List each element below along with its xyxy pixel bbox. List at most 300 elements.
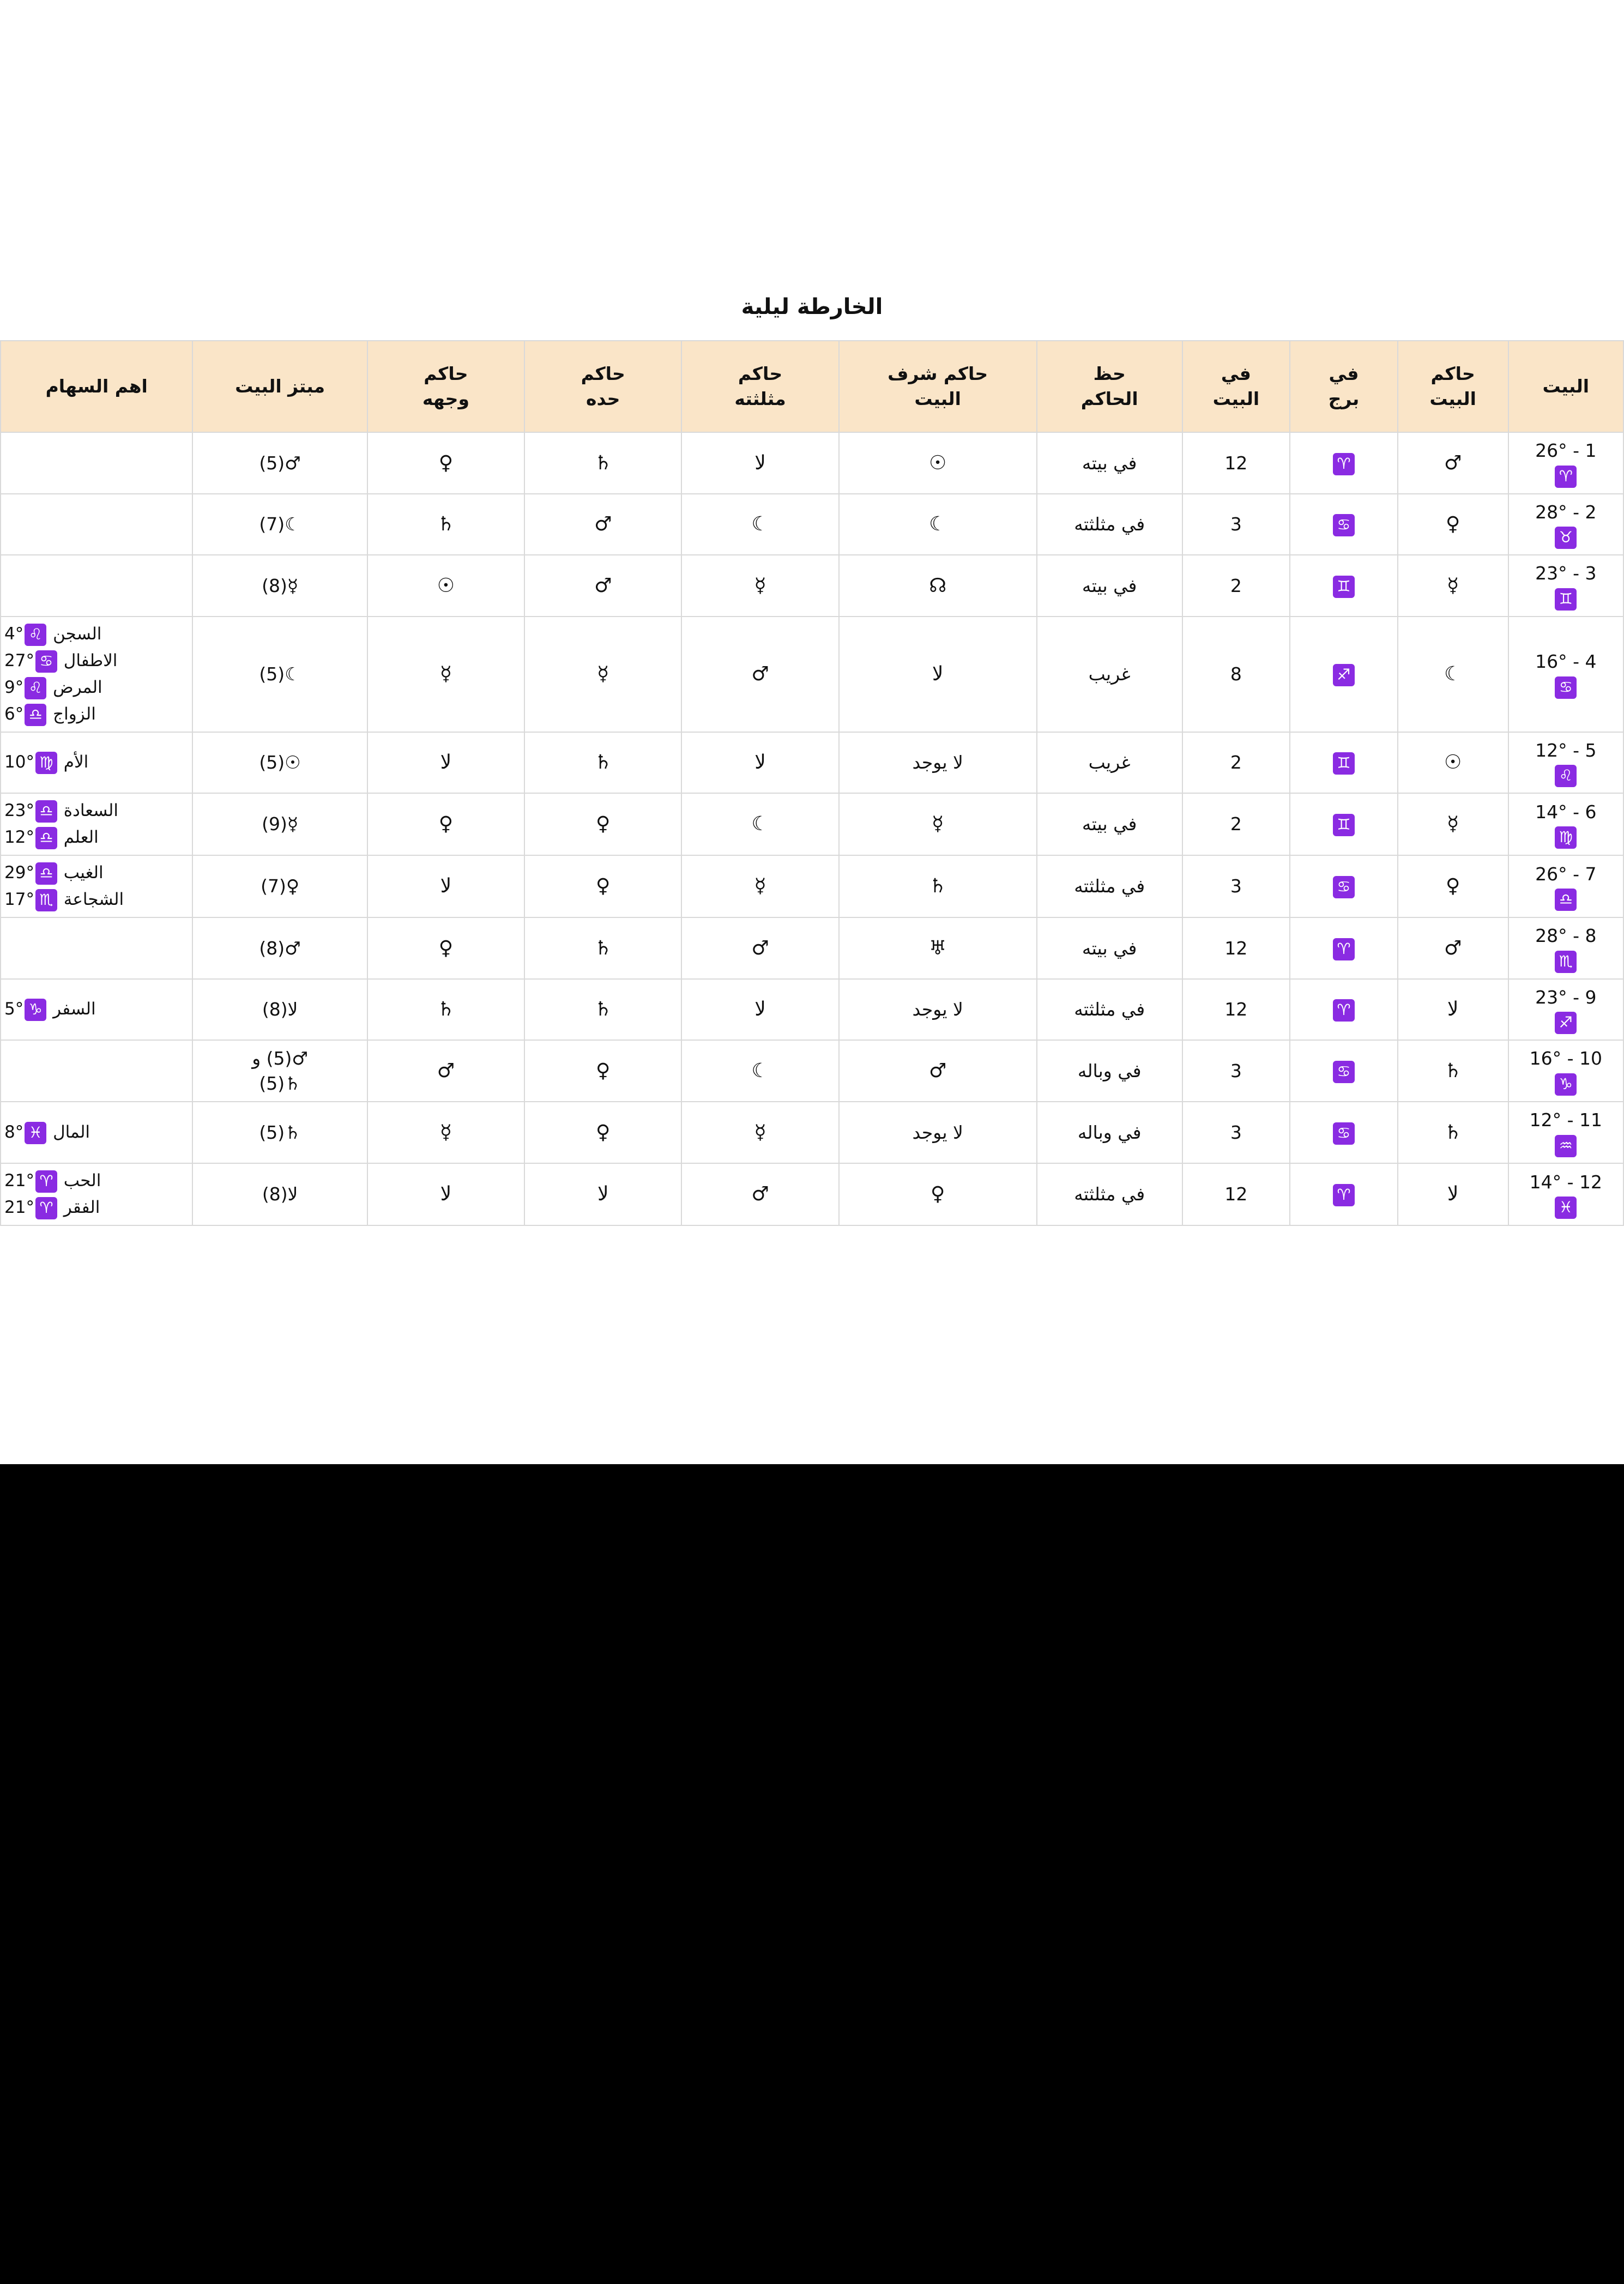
planet-glyph: ☉ (929, 451, 947, 474)
cell-hadd (524, 979, 681, 1041)
cell-hazz: في بيته (1037, 917, 1182, 979)
cell-muthallatha (681, 494, 838, 555)
cell-wajh (367, 979, 524, 1041)
siham-item (4, 676, 102, 699)
planet-glyph: لا يوجد (912, 752, 963, 774)
cell-hazz: في مثلثته (1037, 1163, 1182, 1225)
col-header-sharaf-line2: البيت (914, 388, 961, 409)
zodiac-sign-chip: ♈ (35, 1197, 57, 1219)
zodiac-sign-chip: ♑ (1555, 1073, 1577, 1096)
zodiac-sign-chip: ♓ (25, 1122, 46, 1144)
planet-glyph: ☿ (754, 574, 766, 597)
cell-hazz: في وباله (1037, 1102, 1182, 1163)
cell-fi-burj (1290, 1102, 1398, 1163)
cell-bayt (1508, 494, 1623, 555)
cell-wajh (367, 617, 524, 732)
cell-wajh (367, 432, 524, 494)
zodiac-sign-chip: ♈ (1333, 999, 1355, 1022)
planet-glyph: لا يوجد (912, 999, 963, 1020)
cell-wajh (367, 555, 524, 617)
cell-sharaf (839, 1040, 1037, 1102)
siham-list (4, 998, 189, 1021)
zodiac-sign-chip: ♍ (1555, 826, 1577, 849)
chart-table (0, 340, 1624, 1226)
siham-item (4, 826, 99, 849)
planet-glyph: ♂ (751, 662, 769, 685)
cell-mubtazz (192, 1040, 367, 1102)
mubtazz-value: ☾(5) (259, 663, 301, 685)
mubtazz-value: لا(8) (262, 1183, 298, 1205)
zodiac-sign-chip: ♍ (35, 752, 57, 774)
cell-wajh (367, 793, 524, 855)
planet-glyph: ♄ (594, 751, 612, 774)
planet-glyph: ♀ (1445, 513, 1460, 536)
cell-sharaf (839, 732, 1037, 794)
cell-mubtazz (192, 855, 367, 917)
col-header-mubtazz-label: مبتز البيت (235, 376, 325, 397)
cell-sharaf (839, 917, 1037, 979)
bayt-degree: 23° - 3 (1535, 563, 1597, 584)
col-header-hakim-bayt-line1: حاكم (1430, 363, 1475, 385)
planet-glyph: ♂ (751, 936, 769, 959)
zodiac-sign-chip: ♋ (1555, 676, 1577, 699)
planet-glyph: ♄ (594, 936, 612, 959)
table-row (1, 917, 1623, 979)
cell-siham (1, 494, 192, 555)
col-header-siham-label: اهم السهام (45, 376, 148, 397)
cell-hakim-bayt (1398, 1102, 1508, 1163)
footer-black-block (0, 1464, 1624, 2284)
col-header-fi-burj-line1: في (1329, 363, 1359, 385)
mubtazz-value: ☾(7) (259, 513, 301, 535)
cell-muthallatha (681, 1102, 838, 1163)
bayt-degree: 14° - 6 (1535, 801, 1597, 823)
cell-bayt (1508, 617, 1623, 732)
cell-fi-burj (1290, 1040, 1398, 1102)
siham-label: السفر (47, 999, 96, 1019)
zodiac-sign-chip: ♊ (1555, 588, 1577, 611)
cell-mubtazz (192, 432, 367, 494)
cell-hadd (524, 555, 681, 617)
table-row (1, 1163, 1623, 1225)
cell-bayt (1508, 432, 1623, 494)
planet-glyph: لا يوجد (912, 1121, 963, 1143)
zodiac-sign-chip: ♋ (1333, 876, 1355, 898)
siham-label: المال (47, 1122, 90, 1143)
mubtazz-value: لا(8) (262, 999, 298, 1020)
cell-hadd (524, 432, 681, 494)
planet-glyph: ☿ (1447, 574, 1459, 597)
cell-siham (1, 432, 192, 494)
col-header-hakim-bayt (1398, 341, 1508, 432)
planet-glyph: ☿ (439, 1121, 452, 1144)
cell-fi-bayt: 12 (1182, 432, 1290, 494)
planet-glyph: ♂ (751, 1183, 769, 1206)
chart-table-container (0, 340, 1624, 1226)
planet-glyph: لا (932, 662, 944, 685)
zodiac-sign-chip: ♎ (35, 800, 57, 823)
cell-bayt (1508, 1102, 1623, 1163)
col-header-wajh (367, 341, 524, 432)
mubtazz-value: ♂(8) (259, 937, 301, 959)
cell-mubtazz (192, 1102, 367, 1163)
col-header-hadd-line2: حده (586, 388, 620, 409)
planet-glyph: ♅ (929, 936, 947, 959)
planet-glyph: ☾ (751, 1059, 769, 1082)
planet-glyph: لا (1447, 998, 1459, 1021)
cell-fi-bayt: 3 (1182, 855, 1290, 917)
zodiac-sign-chip: ♏ (1555, 951, 1577, 973)
cell-bayt (1508, 732, 1623, 794)
bayt-degree: 14° - 12 (1529, 1171, 1602, 1193)
bayt-degree: 16° - 4 (1535, 651, 1597, 673)
cell-siham (1, 917, 192, 979)
cell-sharaf (839, 855, 1037, 917)
cell-fi-burj (1290, 555, 1398, 617)
planet-glyph: ☿ (754, 1121, 766, 1144)
header-row (1, 341, 1623, 432)
cell-hazz: غريب (1037, 732, 1182, 794)
siham-degree: 4° (4, 624, 24, 644)
cell-hadd (524, 494, 681, 555)
table-body (1, 432, 1623, 1225)
siham-label: السعادة (58, 801, 118, 821)
cell-hazz: في بيته (1037, 432, 1182, 494)
cell-wajh (367, 1040, 524, 1102)
col-header-sharaf-line1: حاكم شرف (888, 363, 988, 385)
cell-fi-bayt: 12 (1182, 979, 1290, 1041)
cell-mubtazz (192, 732, 367, 794)
cell-muthallatha (681, 1040, 838, 1102)
cell-bayt (1508, 917, 1623, 979)
zodiac-sign-chip: ♎ (35, 827, 57, 849)
cell-muthallatha (681, 979, 838, 1041)
cell-hazz: غريب (1037, 617, 1182, 732)
cell-sharaf (839, 793, 1037, 855)
cell-fi-burj (1290, 617, 1398, 732)
col-header-hadd (524, 341, 681, 432)
cell-wajh (367, 494, 524, 555)
planet-glyph: ♂ (1444, 451, 1462, 474)
planet-glyph: ♂ (1444, 936, 1462, 959)
cell-hadd (524, 1040, 681, 1102)
bayt-degree: 26° - 1 (1535, 440, 1597, 461)
planet-glyph: ☾ (1444, 662, 1462, 685)
cell-fi-burj (1290, 793, 1398, 855)
cell-muthallatha (681, 617, 838, 732)
zodiac-sign-chip: ♋ (1333, 514, 1355, 536)
cell-siham (1, 1163, 192, 1225)
zodiac-sign-chip: ♋ (1333, 1122, 1355, 1145)
zodiac-sign-chip: ♊ (1333, 576, 1355, 598)
cell-hadd (524, 1163, 681, 1225)
planet-glyph: لا (754, 751, 766, 774)
cell-hadd (524, 917, 681, 979)
bayt-degree: 28° - 2 (1535, 501, 1597, 523)
siham-label: الفقر (58, 1197, 100, 1217)
zodiac-sign-chip: ♈ (1333, 1184, 1355, 1206)
siham-list (4, 623, 189, 726)
mubtazz-value: ☉(5) (259, 752, 301, 774)
mubtazz-value: ♄(5) (259, 1121, 301, 1143)
cell-bayt (1508, 555, 1623, 617)
cell-hadd (524, 1102, 681, 1163)
cell-hazz: في بيته (1037, 555, 1182, 617)
cell-fi-bayt: 3 (1182, 494, 1290, 555)
col-header-mubtazz (192, 341, 367, 432)
zodiac-sign-chip: ♈ (1333, 453, 1355, 475)
cell-fi-bayt: 2 (1182, 793, 1290, 855)
zodiac-sign-chip: ♈ (1333, 938, 1355, 960)
table-row (1, 793, 1623, 855)
cell-hakim-bayt (1398, 979, 1508, 1041)
col-header-siham (1, 341, 192, 432)
cell-siham (1, 979, 192, 1041)
siham-item (4, 799, 118, 823)
siham-degree: 8° (4, 1122, 24, 1143)
cell-hakim-bayt (1398, 555, 1508, 617)
planet-glyph: ♄ (929, 875, 947, 898)
table-row (1, 1102, 1623, 1163)
table-row (1, 555, 1623, 617)
cell-hakim-bayt (1398, 1163, 1508, 1225)
cell-hakim-bayt (1398, 617, 1508, 732)
planet-glyph: ♄ (1444, 1121, 1462, 1144)
siham-item (4, 861, 104, 885)
siham-list (4, 799, 189, 849)
table-row (1, 732, 1623, 794)
planet-glyph: لا (754, 998, 766, 1021)
siham-list (4, 861, 189, 911)
cell-sharaf (839, 1163, 1037, 1225)
siham-degree: 21° (4, 1170, 34, 1191)
siham-item (4, 888, 124, 911)
cell-muthallatha (681, 555, 838, 617)
cell-hadd (524, 732, 681, 794)
zodiac-sign-chip: ♓ (1555, 1197, 1577, 1219)
siham-label: العلم (58, 827, 99, 848)
col-header-hakim-bayt-line2: البيت (1429, 388, 1476, 409)
cell-mubtazz (192, 617, 367, 732)
planet-glyph: ♀ (930, 1183, 945, 1206)
cell-muthallatha (681, 917, 838, 979)
planet-glyph: ☿ (1447, 813, 1459, 836)
planet-glyph: ♀ (596, 1059, 611, 1082)
cell-fi-bayt: 3 (1182, 1102, 1290, 1163)
col-header-fi-bayt (1182, 341, 1290, 432)
siham-list (4, 1121, 189, 1144)
planet-glyph: ☿ (597, 662, 609, 685)
planet-glyph: ♄ (594, 998, 612, 1021)
planet-glyph: ☉ (437, 574, 455, 597)
cell-bayt (1508, 793, 1623, 855)
siham-degree: 10° (4, 752, 34, 772)
planet-glyph: ♀ (596, 813, 611, 836)
cell-fi-bayt: 8 (1182, 617, 1290, 732)
planet-glyph: لا (440, 875, 452, 898)
cell-hakim-bayt (1398, 917, 1508, 979)
bayt-degree: 12° - 5 (1535, 739, 1597, 761)
planet-glyph: لا (597, 1183, 609, 1206)
cell-wajh (367, 1163, 524, 1225)
siham-item (4, 998, 96, 1021)
cell-bayt (1508, 1040, 1623, 1102)
siham-list (4, 1169, 189, 1219)
zodiac-sign-chip: ♎ (1555, 889, 1577, 911)
col-header-sharaf (839, 341, 1037, 432)
table-header (1, 341, 1623, 432)
cell-hazz: في مثلثته (1037, 979, 1182, 1041)
planet-glyph: ♄ (1444, 1059, 1462, 1082)
siham-degree: 12° (4, 827, 34, 848)
bayt-degree: 26° - 7 (1535, 863, 1597, 885)
cell-muthallatha (681, 732, 838, 794)
planet-glyph: ♀ (596, 1121, 611, 1144)
siham-item (4, 623, 101, 646)
mubtazz-value: ♄(5) (259, 1072, 301, 1094)
siham-degree: 9° (4, 677, 24, 697)
cell-hakim-bayt (1398, 793, 1508, 855)
col-header-muthallatha-line2: مثلثته (734, 388, 786, 409)
table-row (1, 617, 1623, 732)
mubtazz-value: ♂(5) و (252, 1048, 308, 1070)
planet-glyph: ☉ (1444, 751, 1462, 774)
siham-degree: 29° (4, 863, 34, 883)
col-header-hazz-line1: حظ (1093, 363, 1126, 385)
planet-glyph: لا (1447, 1183, 1459, 1206)
cell-siham (1, 555, 192, 617)
cell-mubtazz (192, 555, 367, 617)
zodiac-sign-chip: ♋ (35, 650, 57, 673)
zodiac-sign-chip: ♋ (1333, 1061, 1355, 1083)
planet-glyph: ♄ (594, 451, 612, 474)
cell-hazz: في بيته (1037, 793, 1182, 855)
zodiac-sign-chip: ♐ (1555, 1012, 1577, 1034)
cell-sharaf (839, 617, 1037, 732)
zodiac-sign-chip: ♌ (25, 677, 46, 699)
cell-fi-burj (1290, 732, 1398, 794)
planet-glyph: ☊ (929, 574, 947, 597)
cell-fi-bayt: 12 (1182, 917, 1290, 979)
cell-sharaf (839, 432, 1037, 494)
cell-siham (1, 855, 192, 917)
cell-hakim-bayt (1398, 732, 1508, 794)
planet-glyph: ♂ (929, 1059, 947, 1082)
cell-hazz: في مثلثته (1037, 494, 1182, 555)
cell-mubtazz (192, 917, 367, 979)
cell-sharaf (839, 494, 1037, 555)
siham-label: الشجاعة (58, 890, 124, 910)
zodiac-sign-chip: ♌ (25, 624, 46, 646)
bayt-degree: 23° - 9 (1535, 986, 1597, 1008)
planet-glyph: ♄ (437, 513, 455, 536)
col-header-muthallatha (681, 341, 838, 432)
planet-glyph: ♂ (594, 574, 612, 597)
zodiac-sign-chip: ♎ (35, 862, 57, 885)
cell-fi-bayt: 2 (1182, 732, 1290, 794)
cell-mubtazz (192, 494, 367, 555)
planet-glyph: لا (440, 751, 452, 774)
cell-siham (1, 1040, 192, 1102)
zodiac-sign-chip: ♊ (1333, 814, 1355, 836)
siham-item (4, 703, 96, 726)
cell-hazz: في مثلثته (1037, 855, 1182, 917)
zodiac-sign-chip: ♑ (25, 999, 46, 1021)
siham-degree: 5° (4, 999, 24, 1019)
cell-mubtazz (192, 793, 367, 855)
col-header-hazz (1037, 341, 1182, 432)
planet-glyph: ♄ (437, 998, 455, 1021)
planet-glyph: ☾ (751, 813, 769, 836)
col-header-wajh-line2: وجهه (422, 388, 469, 409)
zodiac-sign-chip: ♒ (1555, 1135, 1577, 1157)
siham-degree: 6° (4, 704, 24, 724)
table-row (1, 979, 1623, 1041)
zodiac-sign-chip: ♎ (25, 704, 46, 726)
col-header-muthallatha-line1: حاكم (738, 363, 783, 385)
cell-fi-burj (1290, 432, 1398, 494)
bayt-degree: 28° - 8 (1535, 925, 1597, 947)
cell-wajh (367, 855, 524, 917)
cell-fi-bayt: 2 (1182, 555, 1290, 617)
cell-siham (1, 732, 192, 794)
cell-hakim-bayt (1398, 432, 1508, 494)
cell-hadd (524, 617, 681, 732)
planet-glyph: ♀ (438, 936, 454, 959)
zodiac-sign-chip: ♊ (1333, 752, 1355, 775)
cell-muthallatha (681, 432, 838, 494)
col-header-hazz-line2: الحاكم (1080, 388, 1138, 409)
planet-glyph: ☿ (932, 813, 944, 836)
zodiac-sign-chip: ♏ (35, 889, 57, 911)
cell-siham (1, 1102, 192, 1163)
siham-degree: 21° (4, 1197, 34, 1217)
zodiac-sign-chip: ♈ (35, 1170, 57, 1193)
mubtazz-value: ♀(7) (261, 875, 300, 897)
mubtazz-value: ☿(9) (262, 813, 299, 835)
cell-fi-bayt: 3 (1182, 1040, 1290, 1102)
cell-mubtazz (192, 979, 367, 1041)
planet-glyph: لا (440, 1183, 452, 1206)
cell-fi-burj (1290, 917, 1398, 979)
zodiac-sign-chip: ♉ (1555, 527, 1577, 549)
siham-label: المرض (47, 677, 102, 697)
col-header-fi-burj (1290, 341, 1398, 432)
cell-sharaf (839, 555, 1037, 617)
cell-sharaf (839, 1102, 1037, 1163)
siham-item (4, 1121, 90, 1144)
table-row (1, 494, 1623, 555)
col-header-fi-burj-line2: برج (1328, 388, 1360, 409)
siham-degree: 23° (4, 801, 34, 821)
cell-wajh (367, 732, 524, 794)
siham-list (4, 751, 189, 774)
bayt-degree: 12° - 11 (1529, 1109, 1602, 1131)
cell-bayt (1508, 1163, 1623, 1225)
cell-fi-burj (1290, 494, 1398, 555)
planet-glyph: ☾ (929, 513, 947, 536)
table-row (1, 1040, 1623, 1102)
cell-fi-burj (1290, 855, 1398, 917)
siham-item (4, 751, 88, 774)
siham-label: الاطفال (58, 650, 118, 670)
cell-siham (1, 793, 192, 855)
cell-bayt (1508, 979, 1623, 1041)
col-header-bayt (1508, 341, 1623, 432)
bayt-degree: 16° - 10 (1529, 1048, 1602, 1070)
planet-glyph: ♂ (437, 1059, 455, 1082)
cell-hadd (524, 855, 681, 917)
